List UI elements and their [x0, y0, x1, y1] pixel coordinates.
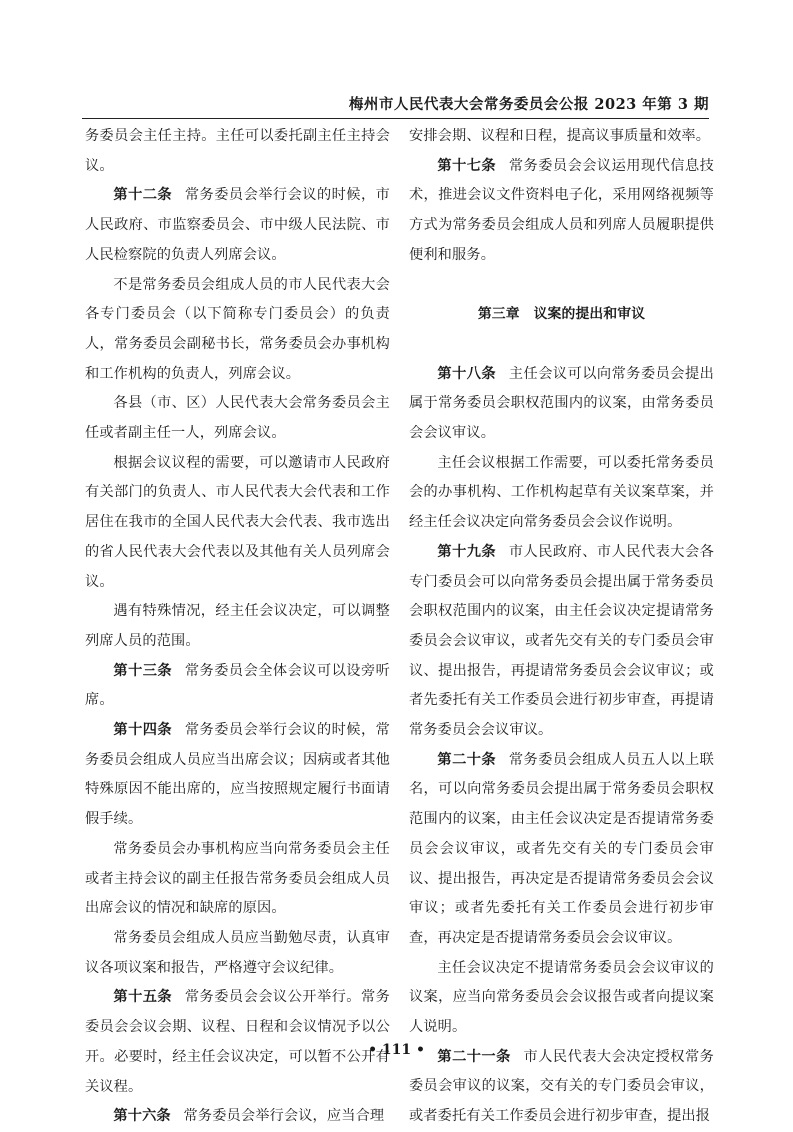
paragraph: 安排会期、议程和日程，提高议事质量和效率。 [409, 128, 711, 144]
article-18 [409, 360, 714, 449]
paragraph: 主任会议根据工作需要，可以委托常务委员会的办事机构、工作机构起草有关议案草案，并经主任会议决定向常务委员会会议作说明。 [409, 454, 714, 531]
paragraph: 各县（市、区）人民代表大会常务委员会主任或者副主任一人，列席会议。 [85, 395, 390, 442]
article-text: 市人民代表大会决定授权常务委员会审议的议案，交有关的专门委员会审议，或者委托有关工作委员会进行初步审查，提出报 [409, 1048, 714, 1125]
article-text: 常务委员会举行会议的时候，常务委员会组成人员应当出席会议；因病或者其他特殊原因不能出席的，应当按照规定履行书面请假手续。 [85, 722, 390, 828]
header-title: 梅州市人民代表大会常务委员会公报 2023 年第 3 期 [348, 96, 709, 113]
article-number: 第十九条 [437, 543, 497, 560]
paragraph: 常务委员会办事机构应当向常务委员会主任或者主持会议的副主任报告常务委员会组成人员出席会议的情况和缺席的原因。 [85, 840, 390, 917]
paragraph: 常务委员会组成人员应当勤勉尽责，认真审议各项议案和报告，严格遵守会议纪律。 [85, 929, 390, 976]
article-16 [85, 1102, 390, 1132]
article-number: 第十五条 [113, 989, 173, 1006]
article-text: 常务委员会会议公开举行。常务委员会会议会期、议程、日程和会议情况予以公开。必要时，经主任会议决定，可以暂不公开有关议程。 [85, 989, 390, 1095]
article-number: 第十七条 [437, 157, 497, 174]
left-column [85, 122, 390, 1132]
article-12 [85, 181, 390, 270]
article-text: 主任会议可以向常务委员会提出属于常务委员会职权范围内的议案，由常务委员会会议审议。 [409, 365, 714, 441]
article-14 [85, 716, 390, 835]
page-header [82, 88, 709, 119]
article-text: 常务委员会会议运用现代信息技术，推进会议文件资料电子化，采用网络视频等方式为常务委员会组成人员和列席人员履职提供便利和服务。 [409, 157, 714, 263]
chapter-heading: 第三章 议案的提出和审议 [477, 306, 646, 323]
article-number: 第十四条 [113, 722, 173, 739]
article-number: 第十六条 [113, 1108, 171, 1125]
article-text: 市人民政府、市人民代表大会各专门委员会可以向常务委员会提出属于常务委员会职权范围内的议案，由主任会议决定提请常务委员会会议审议，或者先交有关的专门委员会审议、提出报告，再提请常务委员会会议审议；或者先委托有关工作委员会进行初步审查，再提请常务委员会会议审议。 [409, 543, 714, 739]
right-column [409, 122, 714, 1132]
article-number: 第二十条 [437, 751, 497, 768]
paragraph: 务委员会主任主持。主任可以委托副主任主持会议。 [85, 128, 390, 174]
page-number: • 111 • [368, 1042, 425, 1058]
article-text: 常务委员会举行会议，应当合理 [183, 1108, 385, 1125]
article-17 [409, 152, 714, 271]
paragraph: 主任会议决定不提请常务委员会会议审议的议案，应当向常务委员会会议报告或者向提议案人说明。 [409, 959, 714, 1036]
article-number: 第十二条 [113, 187, 173, 204]
article-number: 第十三条 [113, 662, 173, 679]
article-20 [409, 746, 714, 954]
article-number: 第十八条 [437, 365, 497, 382]
article-text: 常务委员会组成人员五人以上联名，可以向常务委员会提出属于常务委员会职权范围内的议案，由主任会议决定是否提请常务委员会会议审议，或者先交有关的专门委员会审议、提出报告，再决定是否提请常务委员会会议审议；或者先委托有关工作委员会进行初步审查，再决定是否提请常务委员会会议审议。 [409, 751, 714, 946]
article-text: 常务委员会举行会议的时候，市人民政府、市监察委员会、市中级人民法院、市人民检察院的负责人列席会议。 [85, 187, 390, 263]
paragraph: 根据会议议程的需要，可以邀请市人民政府有关部门的负责人、市人民代表大会代表和工作居住在我市的全国人民代表大会代表、我市选出的省人民代表大会代表以及其他有关人员列席会议。 [85, 454, 390, 590]
paragraph: 遇有特殊情况，经主任会议决定，可以调整列席人员的范围。 [85, 603, 390, 649]
paragraph: 不是常务委员会组成人员的市人民代表大会各专门委员会（以下简称专门委员会）的负责人，常务委员会副秘书长，常务委员会办事机构和工作机构的负责人，列席会议。 [85, 276, 390, 382]
article-13 [85, 657, 390, 716]
article-text: 常务委员会全体会议可以设旁听席。 [85, 662, 390, 709]
article-19 [409, 538, 714, 746]
article-number: 第二十一条 [437, 1048, 511, 1065]
